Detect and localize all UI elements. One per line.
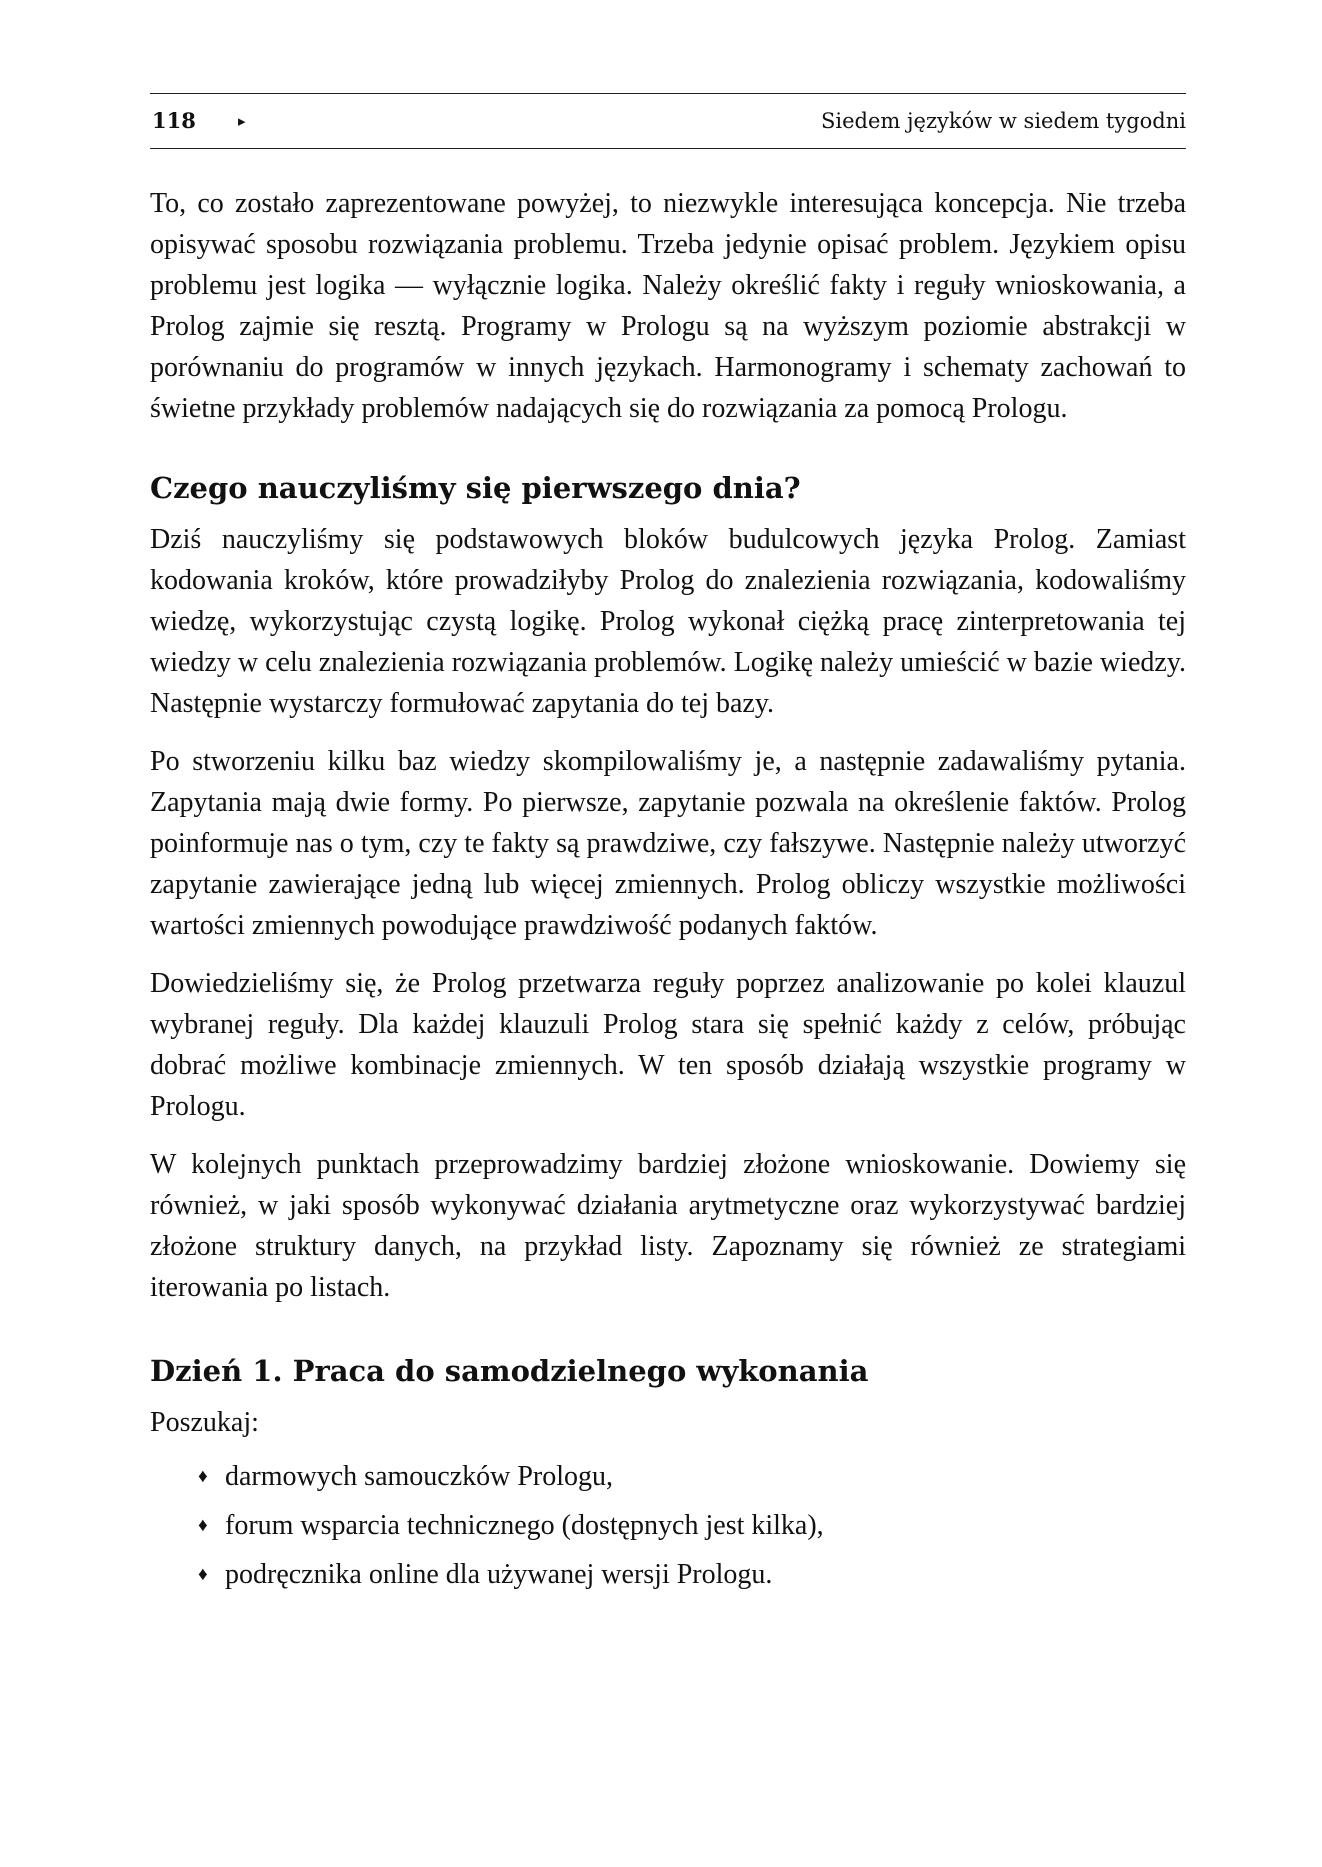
running-header (150, 93, 1186, 149)
diamond-bullet-icon: ♦ (198, 1515, 208, 1536)
book-title: Siedem języków w siedem tygodni (821, 109, 1186, 133)
diamond-bullet-icon: ♦ (198, 1564, 208, 1585)
list-item (198, 1550, 1186, 1599)
section-heading-summary: Czego nauczyliśmy się pierwszego dnia? (150, 471, 801, 505)
intro-paragraph: To, co zostało zaprezentowane powyżej, to niezwykle interesująca koncepcja. Nie trzeba opisywać sposobu rozwiązania problemu. Trzeba jedynie opisać problem. Językiem opisu problemu jest logika — wyłącznie logika. Należy określić fakty i reguły wnioskowania, a Prolog zajmie się resztą. Programy w Prologu są na wyższym poziomie abstrakcji w porównaniu do programów w innych językach. Harmonogramy i schematy zachowań to świetne przykłady problemów nadających się do rozwiązania za pomocą Prologu. (150, 188, 1186, 424)
diamond-bullet-icon: ♦ (198, 1466, 208, 1487)
list-item-text: forum wsparcia technicznego (dostępnych jest kilka), (225, 1510, 824, 1541)
page-number: 118 (152, 108, 196, 133)
right-arrow-icon: ▸ (238, 112, 246, 130)
summary-paragraph: Po stworzeniu kilku baz wiedzy skompilowaliśmy je, a następnie zadawaliśmy pytania. Zapytania mają dwie formy. Po pierwsze, zapytanie pozwala na określenie faktów. Prolog poinformuje nas o tym, czy te fakty są prawdziwe, czy fałszywe. Następnie należy utworzyć zapytanie zawierające jedną lub więcej zmiennych. Prolog obliczy wszystkie możliwości wartości zmiennych powodujące prawdziwość podanych faktów. (150, 746, 1186, 941)
exercises-lead: Poszukaj: (150, 1407, 259, 1438)
summary-paragraph: W kolejnych punktach przeprowadzimy bardziej złożone wnioskowanie. Dowiemy się również, w jaki sposób wykonywać działania arytmetyczne oraz wykorzystywać bardziej złożone struktury danych, na przykład listy. Zapoznamy się również ze strategiami iterowania po listach. (150, 1149, 1186, 1303)
list-item-text: podręcznika online dla używanej wersji Prologu. (225, 1559, 773, 1590)
summary-paragraph: Dowiedzieliśmy się, że Prolog przetwarza reguły poprzez analizowanie po kolei klauzul wybranej reguły. Dla każdej klauzuli Prolog stara się spełnić każdy z celów, próbując dobrać możliwe kombinacje zmiennych. W ten sposób działają wszystkie programy w Prologu. (150, 968, 1186, 1122)
section-heading-exercises: Dzień 1. Praca do samodzielnego wykonania (150, 1354, 869, 1388)
list-item (198, 1452, 1186, 1501)
summary-paragraph: Dziś nauczyliśmy się podstawowych bloków budulcowych języka Prolog. Zamiast kodowania kroków, które prowadziłyby Prolog do znalezienia rozwiązania, kodowaliśmy wiedzę, wykorzystując czystą logikę. Prolog wykonał ciężką pracę zinterpretowania tej wiedzy w celu znalezienia rozwiązania problemów. Logikę należy umieścić w bazie wiedzy. Następnie wystarczy formułować zapytania do tej bazy. (150, 524, 1186, 719)
exercise-list (150, 1452, 1186, 1599)
page-content (150, 183, 1186, 1599)
list-item-text: darmowych samouczków Prologu, (225, 1461, 614, 1492)
list-item (198, 1501, 1186, 1550)
